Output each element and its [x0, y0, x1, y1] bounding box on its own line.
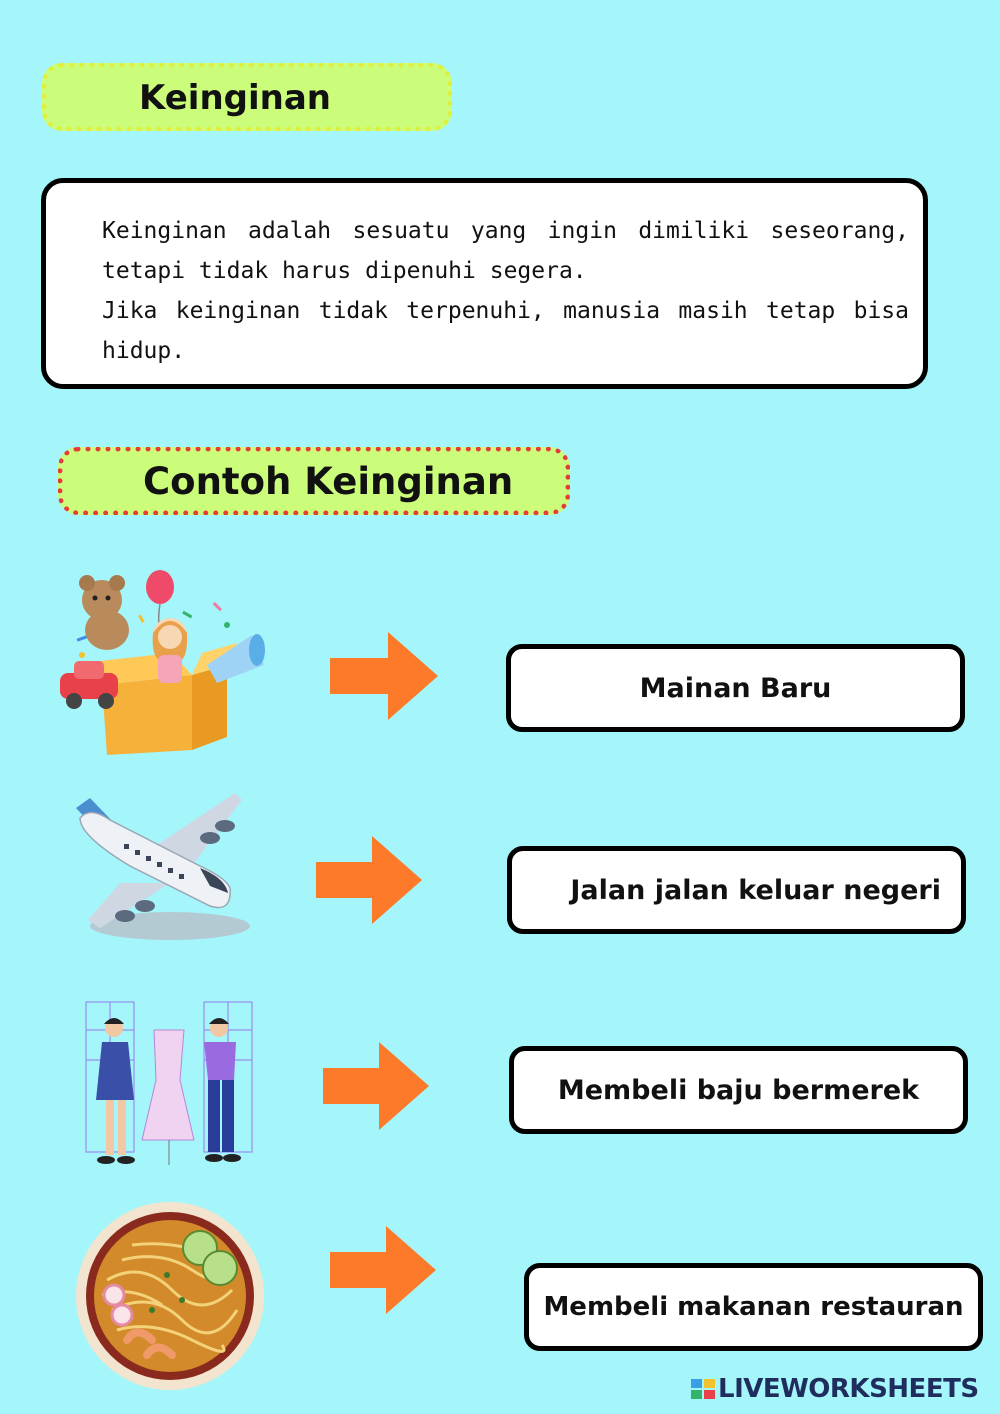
definition-text-2: Jika keinginan tidak terpenuhi, manusia masih tetap bisa hidup.: [102, 298, 909, 364]
definition-box: [41, 178, 928, 389]
brand-watermark: [690, 1374, 979, 1404]
brand-text: LIVEWORKSHEETS: [718, 1374, 979, 1404]
arrow-right-icon: [316, 836, 422, 924]
airplane-illustration: [70, 788, 255, 946]
example-label: Membeli makanan restauran: [524, 1263, 983, 1351]
example-label: Membeli baju bermerek: [509, 1046, 968, 1134]
noodle-dish-illustration: [72, 1200, 268, 1392]
arrow-right-icon: [330, 632, 438, 720]
clothing-shop-illustration: [84, 990, 256, 1172]
definition-text-1: Keinginan adalah sesuatu yang ingin dimiliki seseorang, tetapi tidak harus dipenuhi segera.: [102, 218, 909, 284]
arrow-right-icon: [323, 1042, 429, 1130]
examples-title: Contoh Keinginan: [58, 447, 570, 515]
page-title: Keinginan: [42, 63, 452, 131]
toys-illustration: [52, 565, 272, 760]
example-label: Jalan jalan keluar negeri: [507, 846, 966, 934]
liveworksheets-logo-icon: [690, 1376, 718, 1402]
example-label: Mainan Baru: [506, 644, 965, 732]
arrow-right-icon: [330, 1226, 436, 1314]
